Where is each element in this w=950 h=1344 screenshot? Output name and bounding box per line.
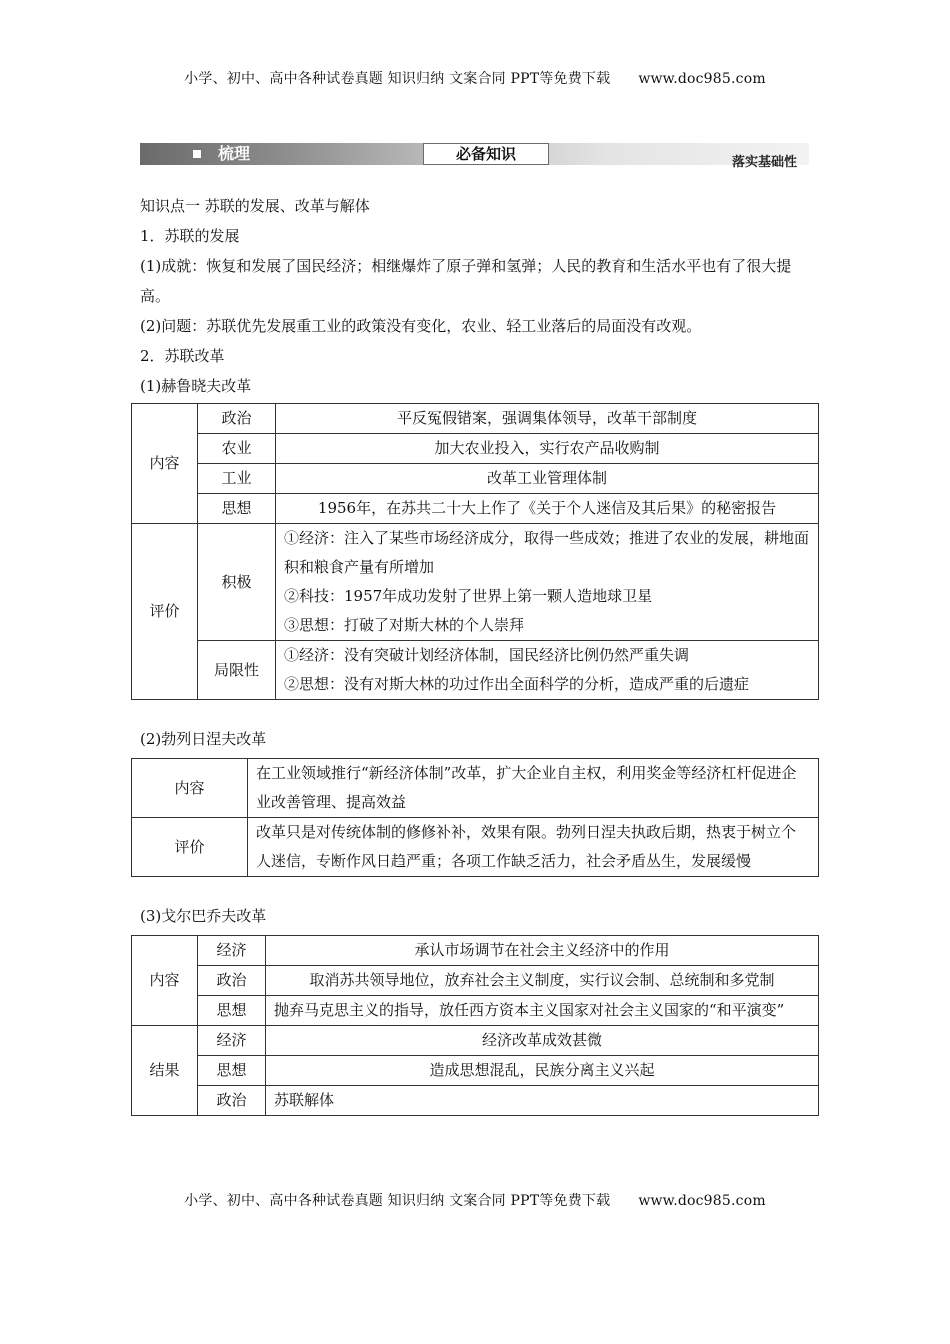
list-item: ①经济：注入了某些市场经济成分，取得一些成效；推进了农业的发展，耕地面积和粮食产量有所增加: [284, 529, 810, 576]
category-cell: 局限性: [198, 641, 276, 700]
category-cell: 经济: [198, 1026, 266, 1056]
table-row: [132, 1026, 819, 1056]
category-cell: 政治: [198, 966, 266, 996]
problems-paragraph: (2)问题：苏联优先发展重工业的政策没有变化，农业、轻工业落后的局面没有改观。: [140, 317, 702, 335]
gorbachev-reform-table: [131, 935, 819, 1116]
table-row: [132, 818, 819, 877]
brezhnev-title: (2)勃列日涅夫改革: [140, 730, 267, 748]
value-cell: 在工业领域推行“新经济体制”改革，扩大企业自主权，利用奖金等经济杠杆促进企业改善管理、提高效益: [248, 759, 819, 818]
value-cell: 造成思想混乱，民族分离主义兴起: [266, 1056, 819, 1086]
category-cell: 经济: [198, 936, 266, 966]
value-cell: 取消苏共领导地位，放弃社会主义制度，实行议会制、总统制和多党制: [266, 966, 819, 996]
subheading-reform: 2．苏联改革: [140, 347, 225, 365]
khrushchev-reform-table: [131, 403, 819, 700]
value-cell: 抛弃马克思主义的指导，放任西方资本主义国家对社会主义国家的“和平演变”: [266, 996, 819, 1026]
list-item: ②科技：1957年成功发射了世界上第一颗人造地球卫星: [284, 587, 653, 605]
footer-url[interactable]: www.doc985.com: [638, 1193, 766, 1209]
row-header-result: 结果: [132, 1026, 198, 1116]
category-cell: 思想: [198, 494, 276, 524]
table-row: [132, 404, 819, 434]
table-row: [132, 936, 819, 966]
table-row: [132, 434, 819, 464]
list-item: ②思想：没有对斯大林的功过作出全面科学的分析，造成严重的后遗症: [284, 675, 750, 693]
table-row: [132, 464, 819, 494]
header-text: 小学、初中、高中各种试卷真题 知识归纳 文案合同 PPT等免费下载: [184, 71, 611, 87]
row-header-content: 内容: [132, 759, 248, 818]
value-cell: 改革只是对传统体制的修修补补，效果有限。勃列日涅夫执政后期，热衷于树立个人迷信，专断作风日趋严重；各项工作缺乏活力，社会矛盾丛生，发展缓慢: [248, 818, 819, 877]
value-cell: 加大农业投入，实行农产品收购制: [276, 434, 819, 464]
category-cell: 政治: [198, 404, 276, 434]
footer-text: 小学、初中、高中各种试卷真题 知识归纳 文案合同 PPT等免费下载: [184, 1193, 611, 1209]
list-item: ③思想：打破了对斯大林的个人崇拜: [284, 616, 525, 634]
banner-label-foundation: 落实基础性: [731, 155, 797, 170]
banner-label-knowledge: 必备知识: [423, 143, 549, 165]
row-header-evaluation: 评价: [132, 524, 198, 700]
brezhnev-reform-table: [131, 758, 819, 877]
gorbachev-title: (3)戈尔巴乔夫改革: [140, 907, 267, 925]
category-cell: 思想: [198, 1056, 266, 1086]
banner-label-review: 梳理: [218, 144, 251, 163]
category-cell: 思想: [198, 996, 266, 1026]
header-url[interactable]: www.doc985.com: [638, 71, 766, 87]
row-header-content: 内容: [132, 404, 198, 524]
table-row: [132, 759, 819, 818]
subheading-development: 1．苏联的发展: [140, 227, 240, 245]
value-cell: [276, 524, 819, 641]
square-bullet-icon: [193, 150, 201, 158]
page-footer: [0, 1190, 950, 1210]
table-row: [132, 1086, 819, 1116]
table-row: [132, 494, 819, 524]
category-cell: 积极: [198, 524, 276, 641]
value-cell: 苏联解体: [266, 1086, 819, 1116]
value-cell: [276, 641, 819, 700]
table-row: [132, 524, 819, 641]
value-cell: 改革工业管理体制: [276, 464, 819, 494]
value-cell: 平反冤假错案，强调集体领导，改革干部制度: [276, 404, 819, 434]
knowledge-point-heading: 知识点一 苏联的发展、改革与解体: [140, 197, 370, 215]
main-content: [140, 191, 820, 1116]
khrushchev-title: (1)赫鲁晓夫改革: [140, 377, 252, 395]
table-row: [132, 966, 819, 996]
page-header: [0, 68, 950, 88]
category-cell: 政治: [198, 1086, 266, 1116]
achievements-paragraph: (1)成就：恢复和发展了国民经济；相继爆炸了原子弹和氢弹；人民的教育和生活水平也有了很大提高。: [140, 257, 792, 305]
value-cell: 经济改革成效甚微: [266, 1026, 819, 1056]
value-cell: 承认市场调节在社会主义经济中的作用: [266, 936, 819, 966]
category-cell: 农业: [198, 434, 276, 464]
category-cell: 工业: [198, 464, 276, 494]
row-header-content: 内容: [132, 936, 198, 1026]
row-header-evaluation: 评价: [132, 818, 248, 877]
section-banner: [140, 143, 809, 173]
table-row: [132, 1056, 819, 1086]
table-row: [132, 996, 819, 1026]
list-item: ①经济：没有突破计划经济体制，国民经济比例仍然严重失调: [284, 646, 690, 664]
table-row: [132, 641, 819, 700]
value-cell: 1956年，在苏共二十大上作了《关于个人迷信及其后果》的秘密报告: [276, 494, 819, 524]
